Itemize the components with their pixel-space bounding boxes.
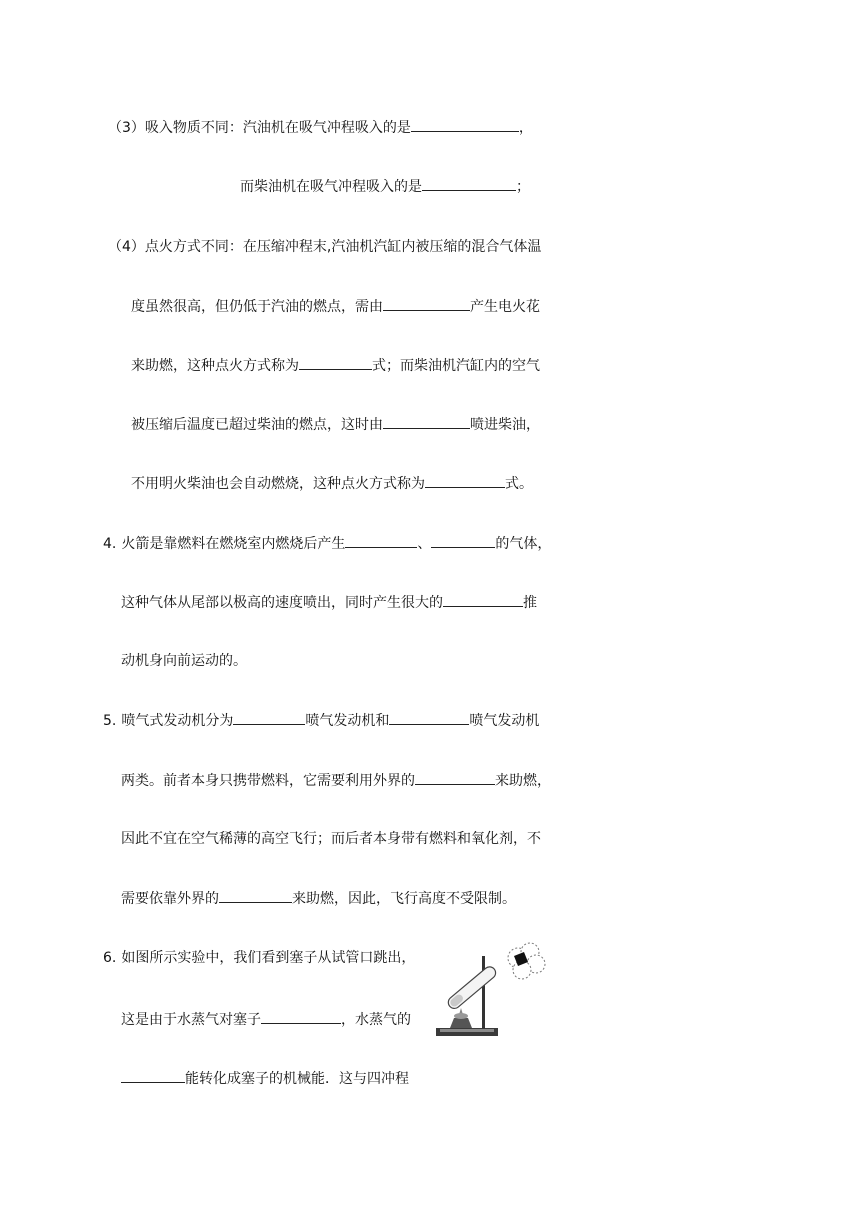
text: 因此不宜在空气稀薄的高空飞行；而后者本身带有燃料和氧化剂，不 bbox=[121, 831, 541, 847]
text: 度虽然很高，但仍低于汽油的燃点，需由 bbox=[131, 299, 383, 315]
text: 来助燃， bbox=[495, 773, 551, 789]
answer-blank[interactable] bbox=[425, 473, 505, 488]
text: 来助燃，这种点火方式称为 bbox=[131, 358, 299, 374]
text: 喷气式发动机分为 bbox=[121, 713, 234, 729]
q3-item3-text-a: 汽油机在吸气冲程吸入的是 bbox=[242, 120, 411, 136]
text: 的气体， bbox=[495, 536, 552, 552]
question-number: 6. bbox=[103, 950, 117, 966]
text: 式。 bbox=[505, 476, 533, 492]
answer-blank[interactable] bbox=[431, 533, 495, 548]
test-tube-stand-illustration bbox=[432, 938, 550, 1042]
answer-blank[interactable] bbox=[219, 888, 292, 903]
answer-blank[interactable] bbox=[383, 414, 470, 429]
answer-blank[interactable] bbox=[389, 710, 469, 725]
punctuation: ； bbox=[516, 179, 530, 195]
text: 需要依靠外界的 bbox=[121, 891, 219, 907]
q4-line2 bbox=[121, 592, 537, 613]
answer-blank[interactable] bbox=[233, 710, 305, 725]
q6-line1 bbox=[103, 948, 415, 968]
q3-item3-line2 bbox=[240, 176, 530, 197]
answer-blank[interactable] bbox=[443, 592, 523, 607]
q3-item3-text-b: 而柴油机在吸气冲程吸入的是 bbox=[240, 179, 422, 195]
answer-blank[interactable] bbox=[422, 176, 516, 191]
q3-item4-line5 bbox=[131, 473, 533, 494]
answer-blank[interactable] bbox=[415, 770, 495, 785]
test-tube-experiment-figure bbox=[432, 938, 550, 1042]
answer-blank[interactable] bbox=[261, 1009, 341, 1024]
text: 式；而柴油机汽缸内的空气 bbox=[372, 358, 540, 374]
text: ，水蒸气的 bbox=[341, 1012, 411, 1028]
text: 被压缩后温度已超过柴油的燃点，这时由 bbox=[131, 417, 383, 433]
q3-item3-label: （3）吸入物质不同： bbox=[108, 120, 243, 136]
text: 喷气发动机 bbox=[469, 713, 540, 729]
q3-item4-line2 bbox=[131, 296, 540, 317]
q4-line1 bbox=[103, 533, 551, 554]
q5-line2 bbox=[121, 770, 551, 791]
text: 喷气发动机和 bbox=[305, 713, 390, 729]
text: 来助燃，因此，飞行高度不受限制。 bbox=[292, 891, 516, 907]
q5-line4 bbox=[121, 888, 516, 909]
text: 如图所示实验中，我们看到塞子从试管口跳出， bbox=[121, 950, 416, 966]
answer-blank[interactable] bbox=[383, 296, 470, 311]
question-number: 5. bbox=[103, 713, 117, 729]
q3-item4-line4 bbox=[131, 414, 540, 435]
text: 两类。前者本身只携带燃料，它需要利用外界的 bbox=[121, 773, 415, 789]
answer-blank[interactable] bbox=[411, 117, 519, 132]
text: 不用明火柴油也会自动燃烧，这种点火方式称为 bbox=[131, 476, 425, 492]
text: 这种气体从尾部以极高的速度喷出，同时产生很大的 bbox=[121, 595, 443, 611]
stand-rod bbox=[482, 956, 485, 1029]
punctuation: ， bbox=[518, 120, 533, 136]
text: 动机身向前运动的。 bbox=[121, 653, 247, 669]
text: 产生电火花 bbox=[470, 299, 540, 315]
q3-item4-text-1: 在压缩冲程末,汽油机汽缸内被压缩的混合气体温 bbox=[242, 239, 542, 255]
q5-line3 bbox=[121, 829, 541, 849]
text: 能转化成塞子的机械能．这与四冲程 bbox=[185, 1071, 409, 1087]
answer-blank[interactable] bbox=[121, 1068, 185, 1083]
q3-item4-label: （4）点火方式不同： bbox=[108, 239, 243, 255]
text: 这是由于水蒸气对塞子 bbox=[121, 1012, 261, 1028]
question-number: 4. bbox=[103, 536, 117, 552]
q4-line3 bbox=[121, 651, 247, 671]
text: 喷进柴油， bbox=[470, 417, 540, 433]
q3-item4-line1 bbox=[108, 237, 541, 257]
q3-item3-line1 bbox=[108, 117, 533, 138]
text: 火箭是靠燃料在燃烧室内燃烧后产生 bbox=[121, 536, 346, 552]
text: 推 bbox=[523, 595, 537, 611]
q5-line1 bbox=[103, 710, 539, 731]
alcohol-burner bbox=[450, 1018, 472, 1028]
answer-blank[interactable] bbox=[299, 355, 372, 370]
q6-line2 bbox=[121, 1009, 411, 1030]
q3-item4-line3 bbox=[131, 355, 540, 376]
answer-blank[interactable] bbox=[345, 533, 417, 548]
q6-line3 bbox=[121, 1068, 409, 1089]
text: 、 bbox=[417, 536, 432, 552]
